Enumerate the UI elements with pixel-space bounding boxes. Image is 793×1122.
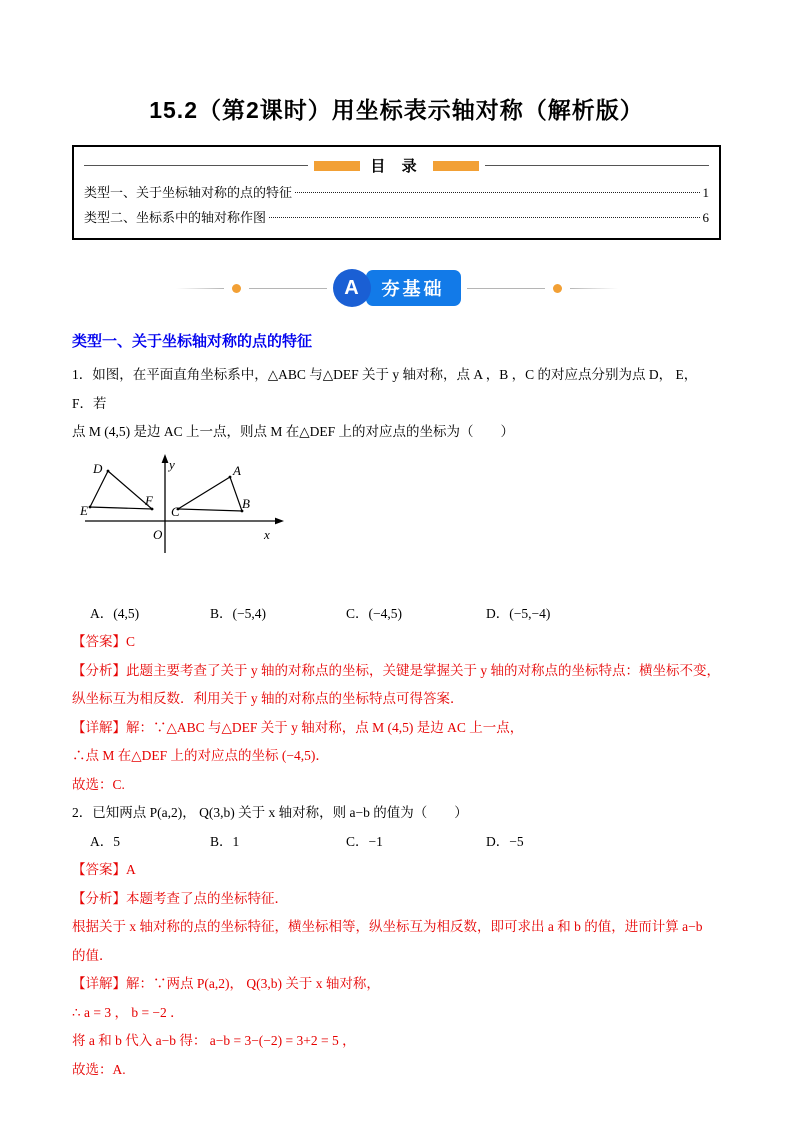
analysis-line: 【分析】本题考查了点的坐标特征．	[72, 890, 288, 906]
toc-divider-line	[84, 165, 308, 166]
section-heading: 类型一、关于坐标轴对称的点的特征	[72, 333, 313, 350]
triangle-abc	[178, 477, 242, 511]
orange-dot-icon	[232, 284, 241, 293]
toc-page-number: 6	[702, 210, 709, 225]
option-d[interactable]: D．−5	[486, 833, 524, 849]
analysis-line: 纵坐标互为相反数．利用关于 y 轴的对称点的坐标特点可得答案．	[72, 691, 464, 706]
level-badge-row	[72, 268, 721, 308]
question2-stem-line: 2．已知两点 P(a,2)， Q(3,b) 关于 x 轴对称，则 a−b 的值为（ ）	[72, 805, 468, 820]
option-a[interactable]: A．5	[90, 833, 120, 849]
decor-line	[249, 288, 327, 289]
orange-dot-icon	[553, 284, 562, 293]
toc-item-label: 类型一、关于坐标轴对称的点的特征	[84, 185, 293, 200]
question1-options	[72, 600, 721, 629]
detail-line: 【详解】解：∵两点 P(a,2)， Q(3,b) 关于 x 轴对称，	[72, 976, 380, 991]
question1-stem-line: 1．如图，在平面直角坐标系中，△ABC 与△DEF 关于 y 轴对称，点 A ，B ，C 的对应点分别为点 D， E， F．若	[72, 367, 698, 411]
toc-item-label: 类型二、坐标系中的轴对称作图	[84, 210, 267, 225]
detail-line: ∴点 M 在△DEF 上的对应点的坐标 (−4,5)．	[72, 748, 329, 763]
conclusion-line: 故选：A.	[72, 1061, 126, 1077]
toc-item[interactable]	[84, 180, 709, 205]
vertex-d	[107, 469, 110, 472]
coordinate-figure-wrap	[79, 453, 721, 566]
analysis-line: 【分析】此题主要考查了关于 y 轴的对称点的坐标，关键是掌握关于 y 轴的对称点的坐标特点：横坐标不变，	[72, 662, 720, 678]
label-e: E	[80, 502, 88, 518]
toc-box	[72, 145, 721, 240]
toc-leader-dots	[269, 217, 699, 218]
page-title: 15.2（第2课时）用坐标表示轴对称（解析版）	[149, 97, 644, 123]
toc-accent-bar-icon	[433, 161, 479, 171]
triangle-def	[90, 471, 152, 509]
label-f: F	[145, 492, 153, 508]
question2-options	[72, 828, 721, 857]
label-origin: O	[153, 526, 163, 542]
answer-line: 【答案】C	[72, 634, 136, 649]
option-a[interactable]: A．(4,5)	[90, 605, 140, 621]
toc-leader-dots	[295, 192, 699, 193]
option-c[interactable]: C．(−4,5)	[346, 605, 402, 621]
option-b[interactable]: B．1	[210, 833, 240, 849]
analysis-line: 的值．	[72, 947, 113, 963]
decor-line	[176, 288, 224, 289]
option-b[interactable]: B．(−5,4)	[210, 605, 266, 621]
x-axis-arrow-icon	[275, 517, 284, 524]
label-a: A	[233, 462, 241, 478]
toc-accent-bar-icon	[314, 161, 360, 171]
level-label-badge: 夯基础	[366, 270, 461, 306]
detail-line: 将 a 和 b 代入 a−b 得： a−b = 3−(−2) = 3+2 = 5 ，	[72, 1033, 356, 1048]
detail-line: 【详解】解：∵△ABC 与△DEF 关于 y 轴对称，点 M (4,5) 是边 AC 上一点，	[72, 719, 524, 735]
option-c[interactable]: C．−1	[346, 833, 383, 849]
vertex-a	[229, 475, 232, 478]
decor-line	[570, 288, 618, 289]
answer-line: 【答案】A	[72, 862, 136, 877]
vertex-f	[151, 507, 154, 510]
label-c: C	[171, 503, 180, 519]
level-letter-badge: A	[333, 269, 371, 307]
toc-title: 目 录	[370, 158, 423, 175]
conclusion-line: 故选：C.	[72, 776, 125, 792]
toc-divider-line	[485, 165, 709, 166]
vertex-e	[89, 505, 92, 508]
label-d: D	[93, 460, 103, 476]
toc-item[interactable]	[84, 205, 709, 230]
detail-line: ∴ a = 3 ， b = −2 ．	[72, 1004, 184, 1020]
label-x-axis: x	[264, 526, 270, 542]
y-axis-arrow-icon	[162, 454, 169, 463]
option-d[interactable]: D．(−5,−4)	[486, 605, 551, 621]
question1-stem-line: 点 M (4,5) 是边 AC 上一点，则点 M 在△DEF 上的对应点的坐标为（ ）	[72, 424, 515, 439]
analysis-line: 根据关于 x 轴对称的点的坐标特征，横坐标相等，纵坐标互为相反数，即可求出 a 和 b 的值，进而计算 a−b	[72, 919, 703, 934]
toc-header	[84, 155, 709, 176]
coordinate-figure	[79, 453, 289, 561]
decor-line	[467, 288, 545, 289]
label-b: B	[242, 495, 250, 511]
label-y-axis: y	[169, 456, 175, 472]
toc-page-number: 1	[702, 185, 709, 200]
